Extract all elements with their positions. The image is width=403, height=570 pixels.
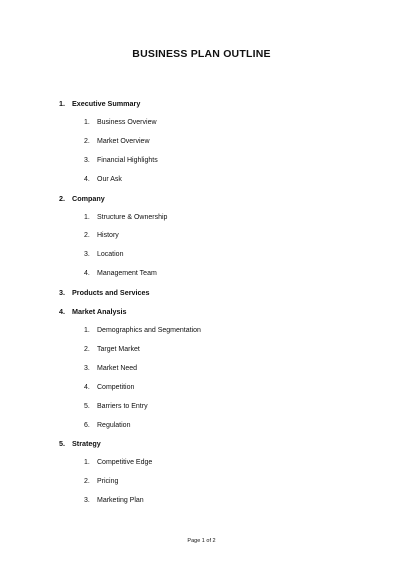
item-number: 6. [84,421,90,429]
item-number: 2. [84,478,90,486]
item-label: Location [97,251,124,259]
section-title: Products and Services [72,288,150,298]
item-label: Structure & Ownership [97,213,168,221]
list-item [0,475,403,494]
section-title: Company [72,193,105,203]
item-label: Market Overview [97,137,150,145]
list-item [0,343,403,362]
section-title: Strategy [72,439,101,449]
section-heading [0,192,403,211]
outline-section [0,97,403,192]
item-number: 5. [84,402,90,410]
item-number: 3. [84,156,90,164]
item-number: 3. [84,364,90,372]
list-item [0,248,403,267]
subsection-list [0,211,403,287]
outline-section [0,192,403,287]
item-label: Target Market [97,346,140,354]
item-label: Competitive Edge [97,459,153,467]
section-heading [0,286,403,305]
item-label: Our Ask [97,175,122,183]
list-item [0,211,403,230]
list-item [0,135,403,154]
item-label: Financial Highlights [97,156,158,164]
outline-section [0,305,403,437]
item-number: 3. [84,251,90,259]
item-label: Regulation [97,421,131,429]
item-number: 2. [84,346,90,354]
item-number: 1. [84,327,90,335]
page-number: Page 1 of 2 [187,538,216,544]
item-label: Demographics and Segmentation [97,327,201,335]
list-item [0,494,403,513]
item-number: 4. [84,270,90,278]
item-number: 1. [84,213,90,221]
item-number: 4. [84,383,90,391]
subsection-list [0,116,403,192]
section-number: 4. [59,307,65,317]
item-number: 1. [84,119,90,126]
item-label: Market Need [97,364,138,372]
section-number: 1. [59,99,65,108]
item-label: Pricing [97,478,119,486]
outline-section [0,437,403,513]
item-number: 4. [84,175,90,183]
section-heading [0,97,403,116]
list-item [0,419,403,438]
item-number: 1. [84,459,90,467]
list-item [0,116,403,135]
list-item [0,400,403,419]
list-item [0,173,403,192]
list-item [0,154,403,173]
item-label: Business Overview [97,119,157,126]
list-item [0,324,403,343]
item-number: 2. [84,137,90,145]
section-number: 2. [59,193,65,203]
list-item [0,456,403,475]
item-label: Management Team [97,270,157,278]
section-number: 3. [59,288,65,298]
subsection-list [0,324,403,437]
section-title: Market Analysis [72,307,127,317]
section-heading [0,437,403,456]
item-label: History [97,232,119,240]
item-label: Competition [97,383,135,391]
item-number: 2. [84,232,90,240]
outline-section [0,286,403,305]
list-item [0,381,403,400]
item-label: Marketing Plan [97,497,144,505]
document-title: BUSINESS PLAN OUTLINE [132,48,271,60]
item-label: Barriers to Entry [97,402,148,410]
section-title: Executive Summary [72,99,141,108]
section-number: 5. [59,439,65,449]
section-heading [0,305,403,324]
subsection-list [0,456,403,513]
list-item [0,267,403,286]
list-item [0,362,403,381]
item-number: 3. [84,497,90,505]
outline-list [0,97,403,513]
list-item [0,229,403,248]
